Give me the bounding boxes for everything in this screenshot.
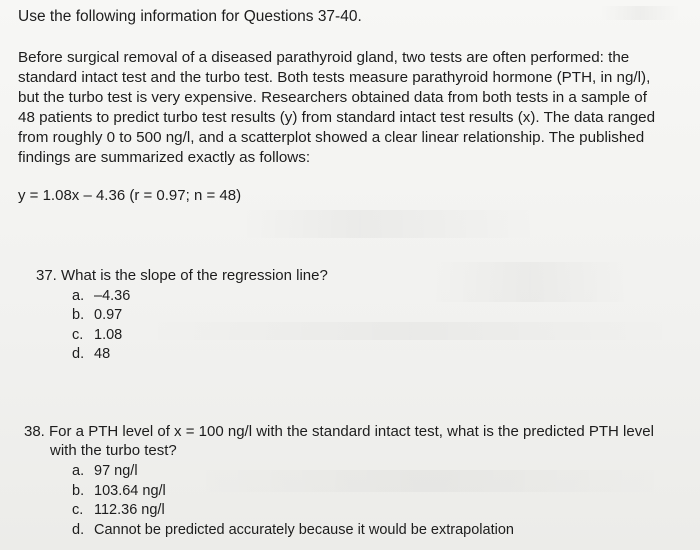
q38-option-b <box>72 482 166 500</box>
regression-equation: y = 1.08x – 4.36 (r = 0.97; n = 48) <box>18 187 242 204</box>
paragraph-line: but the turbo test is very expensive. Researchers obtained data from both tests in a sample of <box>18 89 647 106</box>
option-text: 97 ng/l <box>94 463 138 479</box>
paragraph-line: Before surgical removal of a diseased parathyroid gland, two tests are often performed: the <box>18 49 630 66</box>
option-text: Cannot be predicted accurately because it would be extrapolation <box>94 522 514 538</box>
bleed-through-mark <box>600 6 680 20</box>
option-letter: a. <box>72 288 85 304</box>
q37-option-b <box>72 306 122 324</box>
q37-option-d <box>72 345 110 363</box>
instructions-header: Use the following information for Questions 37-40. <box>18 8 362 25</box>
option-letter: d. <box>72 522 85 538</box>
option-letter: a. <box>72 463 85 479</box>
option-text: 48 <box>94 346 111 362</box>
option-text: 1.08 <box>94 327 123 343</box>
paragraph-line: standard intact test and the turbo test. Both tests measure parathyroid hormone (PTH, in ng/l), <box>18 69 651 86</box>
bleed-through-mark <box>140 322 680 340</box>
q38-option-d <box>72 521 514 539</box>
q38-option-a <box>72 462 138 480</box>
q38-option-c <box>72 501 165 519</box>
question-38: 38. For a PTH level of x = 100 ng/l with the standard intact test, what is the predicted PTH level <box>24 423 654 440</box>
paragraph-line: 48 patients to predict turbo test results (y) from standard intact test results (x). The data ranged <box>18 109 656 126</box>
option-text: 112.36 ng/l <box>94 502 165 518</box>
paragraph-line: findings are summarized exactly as follows: <box>18 149 311 166</box>
option-text: 103.64 ng/l <box>94 483 166 499</box>
q37-option-c <box>72 326 122 344</box>
option-letter: c. <box>72 502 84 518</box>
bleed-through-mark <box>240 210 540 238</box>
option-letter: b. <box>72 483 85 499</box>
option-letter: c. <box>72 327 84 343</box>
q37-option-a <box>72 287 130 305</box>
option-text: –4.36 <box>94 288 131 304</box>
option-text: 0.97 <box>94 307 123 323</box>
bleed-through-mark <box>190 470 670 492</box>
question-37: 37. What is the slope of the regression line? <box>36 267 328 284</box>
question-38-continued: with the turbo test? <box>50 442 177 459</box>
bleed-through-mark <box>430 262 630 302</box>
option-letter: d. <box>72 346 85 362</box>
paragraph-line: from roughly 0 to 500 ng/l, and a scatterplot showed a clear linear relationship. The published <box>18 129 645 146</box>
option-letter: b. <box>72 307 85 323</box>
